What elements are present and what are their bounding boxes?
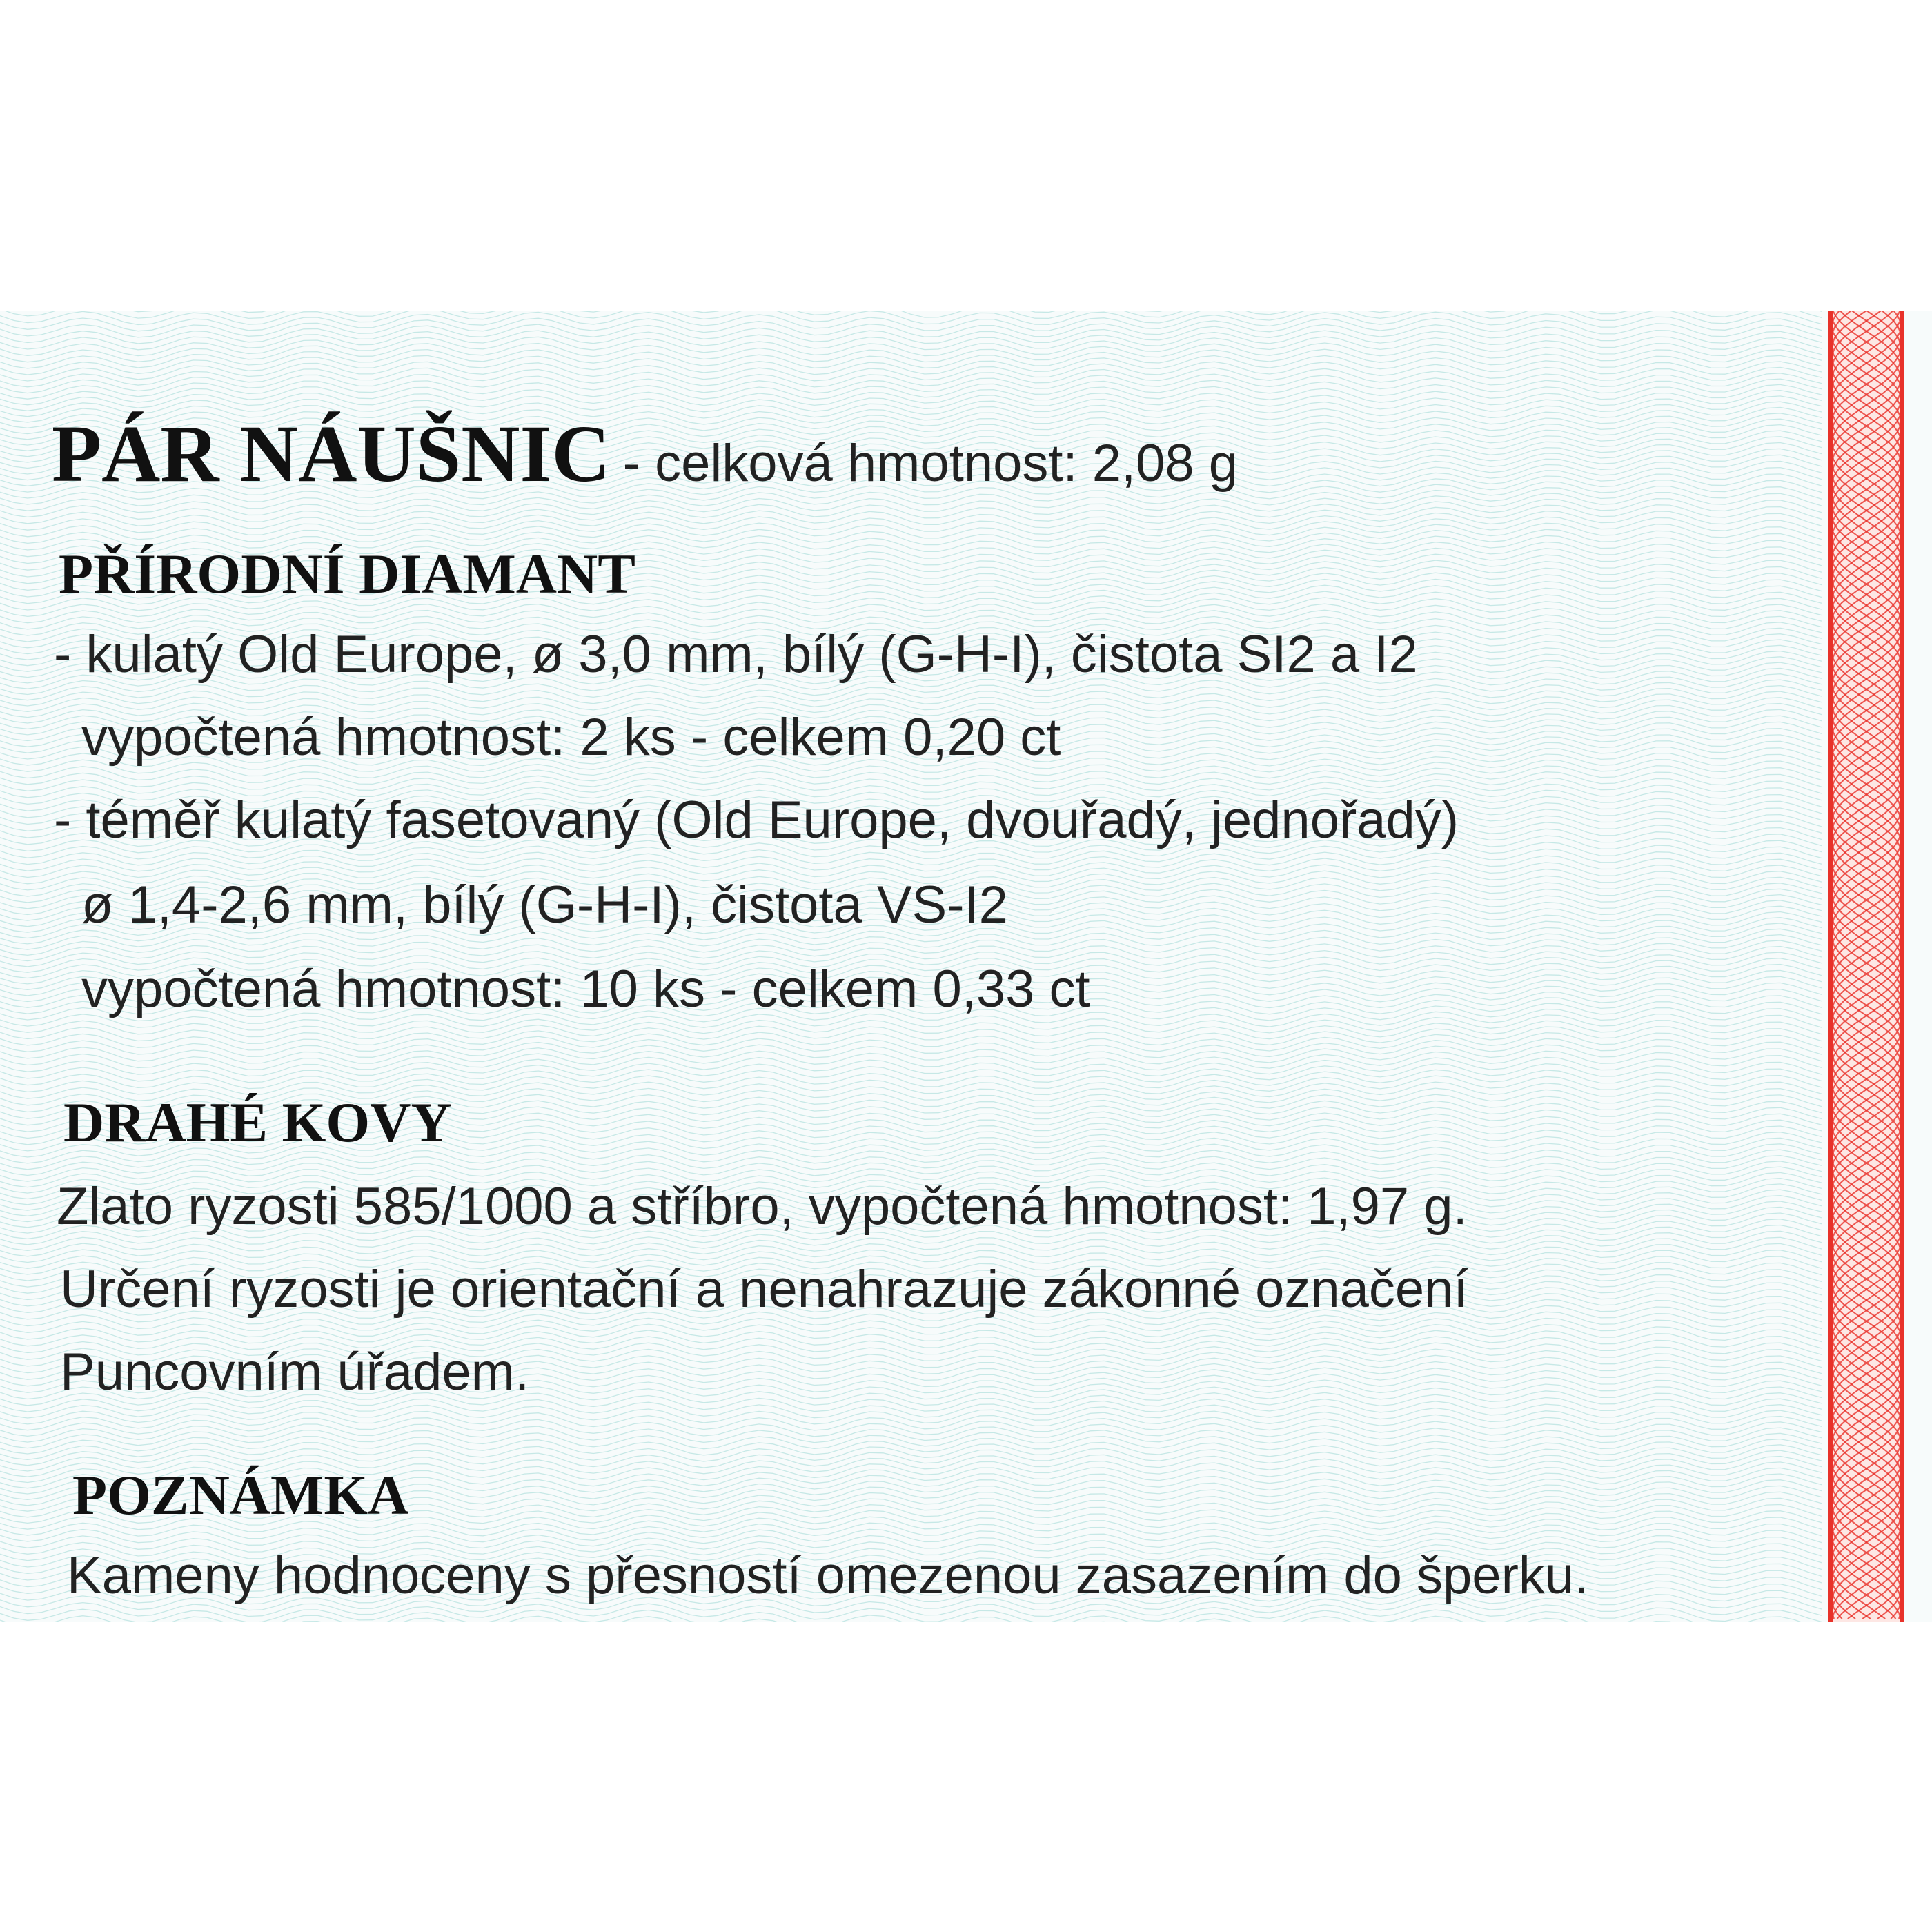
diamond-line-2: vypočtená hmotnost: 2 ks - celkem 0,20 ct: [81, 708, 1061, 767]
product-title-line: [52, 407, 1238, 501]
diamond-line-1: - kulatý Old Europe, ø 3,0 mm, bílý (G-H-I), čistota SI2 a I2: [54, 625, 1418, 684]
metals-line-1: Zlato ryzosti 585/1000 a stříbro, vypočtená hmotnost: 1,97 g.: [57, 1177, 1468, 1236]
diamond-line-3: - téměř kulatý fasetovaný (Old Europe, dvouřadý, jednořadý): [54, 791, 1459, 849]
metals-heading: DRAHÉ KOVY: [63, 1091, 452, 1154]
diamond-line-4: ø 1,4-2,6 mm, bílý (G-H-I), čistota VS-I2: [81, 876, 1008, 934]
note-line-1: Kameny hodnoceny s přesností omezenou zasazením do šperku.: [67, 1546, 1589, 1605]
metals-line-2: Určení ryzosti je orientační a nenahrazuje zákonné označení: [60, 1260, 1468, 1319]
diamond-line-5: vypočtená hmotnost: 10 ks - celkem 0,33 ct: [81, 960, 1090, 1018]
metals-line-3: Puncovním úřadem.: [60, 1343, 530, 1401]
diamond-heading: PŘÍRODNÍ DIAMANT: [59, 542, 635, 605]
certificate-content: [0, 310, 1808, 1621]
security-strip-base: [1828, 310, 1904, 1621]
total-weight: - celková hmotnost: 2,08 g: [622, 434, 1239, 493]
security-strip: [1828, 310, 1904, 1621]
certificate-card: [0, 310, 1932, 1621]
note-heading: POZNÁMKA: [72, 1463, 409, 1526]
product-title: PÁR NÁUŠNIC: [52, 408, 611, 499]
